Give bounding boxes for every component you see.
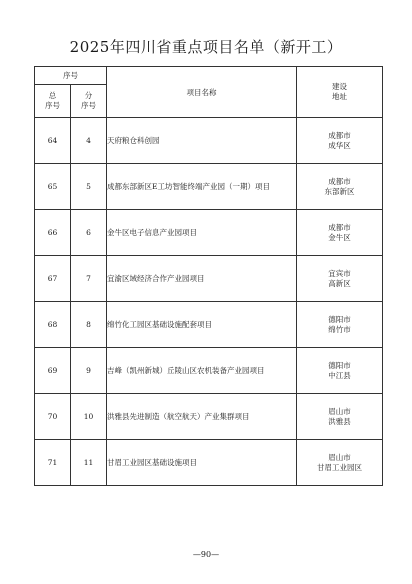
total-seq-cell: 66	[35, 210, 71, 256]
header-total-line1: 总	[48, 91, 57, 100]
location-city: 宜宾市	[328, 268, 351, 278]
table-row	[35, 302, 383, 348]
sub-seq-cell: 4	[71, 118, 107, 164]
location-city: 眉山市	[328, 406, 351, 416]
location-city: 成都市	[328, 222, 351, 232]
total-seq-cell: 70	[35, 394, 71, 440]
project-table	[34, 66, 383, 486]
project-name-cell: 金牛区电子信息产业园项目	[107, 210, 297, 256]
project-name-cell: 吉峰（凯州新城）丘陵山区农机装备产业园项目	[107, 348, 297, 394]
location-cell	[297, 164, 383, 210]
location-district: 甘眉工业园区	[317, 462, 362, 472]
location-cell	[297, 302, 383, 348]
table-row	[35, 394, 383, 440]
location-city: 成都市	[328, 176, 351, 186]
project-name-cell: 洪雅县先进制造（航空航天）产业集群项目	[107, 394, 297, 440]
sub-seq-cell: 10	[71, 394, 107, 440]
total-seq-cell: 69	[35, 348, 71, 394]
project-name-cell: 宜渝区域经济合作产业园项目	[107, 256, 297, 302]
location-cell	[297, 348, 383, 394]
location-cell	[297, 256, 383, 302]
location-cell	[297, 210, 383, 256]
location-district: 洪雅县	[328, 416, 351, 426]
project-name-cell: 成都东部新区E工坊智能终端产业园（一期）项目	[107, 164, 297, 210]
header-location-line1: 建设	[332, 82, 347, 91]
table-row	[35, 118, 383, 164]
project-name-cell: 天府粮仓科创园	[107, 118, 297, 164]
project-name-cell: 甘眉工业园区基础设施项目	[107, 440, 297, 486]
sub-seq-cell: 9	[71, 348, 107, 394]
location-city: 眉山市	[328, 452, 351, 462]
sub-seq-cell: 5	[71, 164, 107, 210]
page-title: 2025年四川省重点项目名单（新开工）	[69, 38, 343, 56]
sub-seq-cell: 11	[71, 440, 107, 486]
location-cell	[297, 118, 383, 164]
header-total-seq	[35, 85, 71, 118]
header-location-line2: 地址	[332, 92, 347, 101]
header-location	[297, 67, 383, 118]
sub-seq-cell: 6	[71, 210, 107, 256]
total-seq-cell: 71	[35, 440, 71, 486]
sub-seq-cell: 7	[71, 256, 107, 302]
header-sub-line1: 分	[84, 91, 93, 100]
table-row	[35, 348, 383, 394]
sub-seq-cell: 8	[71, 302, 107, 348]
total-seq-cell: 67	[35, 256, 71, 302]
location-district: 成华区	[328, 140, 351, 150]
table-row	[35, 440, 383, 486]
page-number: —90—	[192, 550, 220, 559]
location-cell	[297, 394, 383, 440]
location-city: 成都市	[328, 130, 351, 140]
header-seq: 序号	[35, 67, 107, 85]
location-city: 德阳市	[328, 314, 351, 324]
location-city: 德阳市	[328, 360, 351, 370]
location-district: 绵竹市	[328, 324, 351, 334]
location-district: 高新区	[328, 278, 351, 288]
location-district: 金牛区	[328, 232, 351, 242]
header-sub-seq	[71, 85, 107, 118]
total-seq-cell: 65	[35, 164, 71, 210]
header-sub-line2: 序号	[81, 101, 96, 110]
header-project-name: 项目名称	[107, 67, 297, 118]
project-name-cell: 绵竹化工园区基础设施配套项目	[107, 302, 297, 348]
total-seq-cell: 68	[35, 302, 71, 348]
header-total-line2: 序号	[45, 101, 60, 110]
table-row	[35, 256, 383, 302]
location-cell	[297, 440, 383, 486]
table-row	[35, 210, 383, 256]
total-seq-cell: 64	[35, 118, 71, 164]
location-district: 中江县	[328, 370, 351, 380]
table-row	[35, 164, 383, 210]
location-district: 东部新区	[324, 186, 355, 196]
